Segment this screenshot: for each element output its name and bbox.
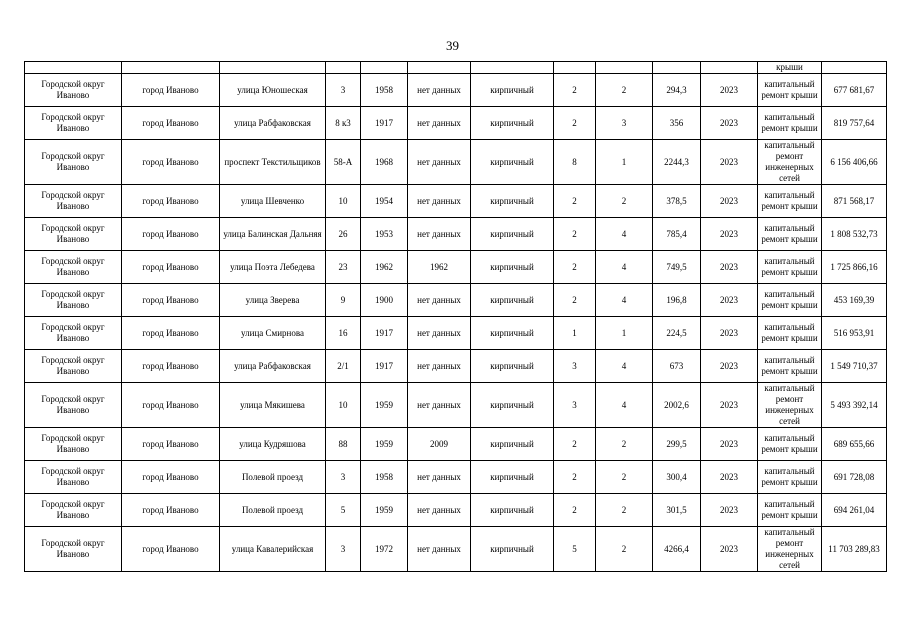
floors-cell: 2 [554,218,596,251]
district-cell: Городской округ Иваново [25,494,122,527]
work-type-cell: капитальный ремонт крыши [758,251,822,284]
plan-year-cell: 2023 [701,317,758,350]
table-cell [220,62,326,74]
entrances-cell: 4 [596,284,653,317]
entrances-cell: 2 [596,494,653,527]
district-cell: Городской округ Иваново [25,317,122,350]
city-cell: город Иваново [122,140,220,185]
table-row [25,218,887,251]
work-type-cell: капитальный ремонт крыши [758,494,822,527]
cost-cell: 6 156 406,66 [822,140,887,185]
street-cell: улица Зверева [220,284,326,317]
city-cell: город Иваново [122,284,220,317]
entrances-cell: 2 [596,74,653,107]
area-cell: 300,4 [653,461,701,494]
area-cell: 378,5 [653,185,701,218]
district-cell: Городской округ Иваново [25,107,122,140]
table-row [25,527,887,572]
table-cell [653,62,701,74]
street-cell: улица Поэта Лебедева [220,251,326,284]
district-cell: Городской округ Иваново [25,284,122,317]
house-number-cell: 26 [326,218,361,251]
house-number-cell: 10 [326,383,361,428]
house-number-cell: 16 [326,317,361,350]
housing-repair-table [24,61,887,572]
district-cell: Городской округ Иваново [25,185,122,218]
last-repair-year-cell: нет данных [408,317,471,350]
area-cell: 2002,6 [653,383,701,428]
house-number-cell: 88 [326,428,361,461]
floors-cell: 2 [554,185,596,218]
table-cell [701,62,758,74]
last-repair-year-cell: 1962 [408,251,471,284]
last-repair-year-cell: нет данных [408,527,471,572]
work-type-cell: капитальный ремонт крыши [758,317,822,350]
city-cell: город Иваново [122,428,220,461]
plan-year-cell: 2023 [701,140,758,185]
entrances-cell: 2 [596,185,653,218]
table-cell [596,62,653,74]
wall-material-cell: кирпичный [471,284,554,317]
last-repair-year-cell: нет данных [408,350,471,383]
table-row-continuation [25,62,887,74]
district-cell: Городской округ Иваново [25,428,122,461]
cost-cell: 11 703 289,83 [822,527,887,572]
cost-cell: 1 725 866,16 [822,251,887,284]
wall-material-cell: кирпичный [471,74,554,107]
street-cell: улица Юношеская [220,74,326,107]
district-cell: Городской округ Иваново [25,461,122,494]
table-cell [822,62,887,74]
table-row [25,350,887,383]
year-built-cell: 1959 [361,494,408,527]
plan-year-cell: 2023 [701,185,758,218]
plan-year-cell: 2023 [701,428,758,461]
street-cell: улица Балинская Дальняя [220,218,326,251]
cost-cell: 871 568,17 [822,185,887,218]
table-cell [25,62,122,74]
year-built-cell: 1959 [361,383,408,428]
entrances-cell: 1 [596,317,653,350]
street-cell: улица Кудряшова [220,428,326,461]
house-number-cell: 5 [326,494,361,527]
plan-year-cell: 2023 [701,527,758,572]
work-type-cell: крыши [758,62,822,74]
year-built-cell: 1962 [361,251,408,284]
table-row [25,428,887,461]
wall-material-cell: кирпичный [471,527,554,572]
district-cell: Городской округ Иваново [25,251,122,284]
wall-material-cell: кирпичный [471,317,554,350]
table-row [25,461,887,494]
plan-year-cell: 2023 [701,251,758,284]
entrances-cell: 2 [596,527,653,572]
street-cell: Полевой проезд [220,461,326,494]
table-cell [122,62,220,74]
last-repair-year-cell: нет данных [408,218,471,251]
cost-cell: 516 953,91 [822,317,887,350]
floors-cell: 2 [554,107,596,140]
entrances-cell: 2 [596,461,653,494]
plan-year-cell: 2023 [701,284,758,317]
last-repair-year-cell: нет данных [408,140,471,185]
district-cell: Городской округ Иваново [25,74,122,107]
cost-cell: 5 493 392,14 [822,383,887,428]
table-row [25,107,887,140]
last-repair-year-cell: нет данных [408,185,471,218]
wall-material-cell: кирпичный [471,461,554,494]
city-cell: город Иваново [122,218,220,251]
house-number-cell: 3 [326,527,361,572]
entrances-cell: 4 [596,218,653,251]
city-cell: город Иваново [122,74,220,107]
floors-cell: 3 [554,350,596,383]
wall-material-cell: кирпичный [471,251,554,284]
year-built-cell: 1958 [361,74,408,107]
city-cell: город Иваново [122,350,220,383]
table-row [25,383,887,428]
work-type-cell: капитальный ремонт крыши [758,107,822,140]
table-row [25,284,887,317]
district-cell: Городской округ Иваново [25,218,122,251]
work-type-cell: капитальный ремонт инженерных сетей [758,383,822,428]
table-row [25,74,887,107]
area-cell: 785,4 [653,218,701,251]
year-built-cell: 1953 [361,218,408,251]
year-built-cell: 1954 [361,185,408,218]
area-cell: 356 [653,107,701,140]
table-row [25,317,887,350]
floors-cell: 2 [554,74,596,107]
entrances-cell: 4 [596,350,653,383]
street-cell: улица Мякишева [220,383,326,428]
last-repair-year-cell: нет данных [408,461,471,494]
floors-cell: 3 [554,383,596,428]
entrances-cell: 4 [596,383,653,428]
entrances-cell: 2 [596,428,653,461]
entrances-cell: 4 [596,251,653,284]
floors-cell: 2 [554,494,596,527]
table-cell [326,62,361,74]
entrances-cell: 3 [596,107,653,140]
district-cell: Городской округ Иваново [25,383,122,428]
cost-cell: 453 169,39 [822,284,887,317]
cost-cell: 694 261,04 [822,494,887,527]
entrances-cell: 1 [596,140,653,185]
area-cell: 749,5 [653,251,701,284]
year-built-cell: 1900 [361,284,408,317]
year-built-cell: 1917 [361,350,408,383]
house-number-cell: 9 [326,284,361,317]
wall-material-cell: кирпичный [471,350,554,383]
table-cell [361,62,408,74]
plan-year-cell: 2023 [701,218,758,251]
district-cell: Городской округ Иваново [25,140,122,185]
floors-cell: 8 [554,140,596,185]
city-cell: город Иваново [122,494,220,527]
work-type-cell: капитальный ремонт крыши [758,461,822,494]
street-cell: улица Кавалерийская [220,527,326,572]
city-cell: город Иваново [122,383,220,428]
area-cell: 301,5 [653,494,701,527]
cost-cell: 689 655,66 [822,428,887,461]
work-type-cell: капитальный ремонт крыши [758,218,822,251]
floors-cell: 2 [554,428,596,461]
table-row [25,185,887,218]
wall-material-cell: кирпичный [471,140,554,185]
city-cell: город Иваново [122,317,220,350]
street-cell: проспект Текстильщиков [220,140,326,185]
cost-cell: 691 728,08 [822,461,887,494]
year-built-cell: 1958 [361,461,408,494]
city-cell: город Иваново [122,527,220,572]
table-cell [408,62,471,74]
year-built-cell: 1972 [361,527,408,572]
house-number-cell: 23 [326,251,361,284]
area-cell: 294,3 [653,74,701,107]
table-row [25,140,887,185]
plan-year-cell: 2023 [701,350,758,383]
work-type-cell: капитальный ремонт крыши [758,284,822,317]
city-cell: город Иваново [122,251,220,284]
last-repair-year-cell: 2009 [408,428,471,461]
table-cell [471,62,554,74]
floors-cell: 2 [554,461,596,494]
street-cell: улица Смирнова [220,317,326,350]
cost-cell: 819 757,64 [822,107,887,140]
plan-year-cell: 2023 [701,383,758,428]
district-cell: Городской округ Иваново [25,350,122,383]
cost-cell: 677 681,67 [822,74,887,107]
house-number-cell: 10 [326,185,361,218]
street-cell: улица Рабфаковская [220,107,326,140]
area-cell: 196,8 [653,284,701,317]
area-cell: 2244,3 [653,140,701,185]
work-type-cell: капитальный ремонт инженерных сетей [758,527,822,572]
work-type-cell: капитальный ремонт крыши [758,185,822,218]
wall-material-cell: кирпичный [471,185,554,218]
work-type-cell: капитальный ремонт крыши [758,428,822,461]
wall-material-cell: кирпичный [471,428,554,461]
table-row [25,251,887,284]
wall-material-cell: кирпичный [471,494,554,527]
wall-material-cell: кирпичный [471,218,554,251]
floors-cell: 1 [554,317,596,350]
house-number-cell: 58-А [326,140,361,185]
table-cell [554,62,596,74]
work-type-cell: капитальный ремонт крыши [758,74,822,107]
last-repair-year-cell: нет данных [408,383,471,428]
work-type-cell: капитальный ремонт инженерных сетей [758,140,822,185]
last-repair-year-cell: нет данных [408,74,471,107]
year-built-cell: 1968 [361,140,408,185]
last-repair-year-cell: нет данных [408,107,471,140]
year-built-cell: 1917 [361,317,408,350]
city-cell: город Иваново [122,185,220,218]
street-cell: улица Рабфаковская [220,350,326,383]
year-built-cell: 1959 [361,428,408,461]
district-cell: Городской округ Иваново [25,527,122,572]
area-cell: 224,5 [653,317,701,350]
plan-year-cell: 2023 [701,461,758,494]
plan-year-cell: 2023 [701,107,758,140]
house-number-cell: 3 [326,74,361,107]
city-cell: город Иваново [122,461,220,494]
floors-cell: 2 [554,284,596,317]
house-number-cell: 3 [326,461,361,494]
last-repair-year-cell: нет данных [408,494,471,527]
plan-year-cell: 2023 [701,494,758,527]
street-cell: Полевой проезд [220,494,326,527]
house-number-cell: 8 к3 [326,107,361,140]
cost-cell: 1 549 710,37 [822,350,887,383]
wall-material-cell: кирпичный [471,383,554,428]
area-cell: 299,5 [653,428,701,461]
area-cell: 4266,4 [653,527,701,572]
floors-cell: 5 [554,527,596,572]
house-number-cell: 2/1 [326,350,361,383]
floors-cell: 2 [554,251,596,284]
last-repair-year-cell: нет данных [408,284,471,317]
city-cell: город Иваново [122,107,220,140]
street-cell: улица Шевченко [220,185,326,218]
cost-cell: 1 808 532,73 [822,218,887,251]
wall-material-cell: кирпичный [471,107,554,140]
table-row [25,494,887,527]
area-cell: 673 [653,350,701,383]
plan-year-cell: 2023 [701,74,758,107]
page-number: 39 [446,38,459,53]
year-built-cell: 1917 [361,107,408,140]
work-type-cell: капитальный ремонт крыши [758,350,822,383]
